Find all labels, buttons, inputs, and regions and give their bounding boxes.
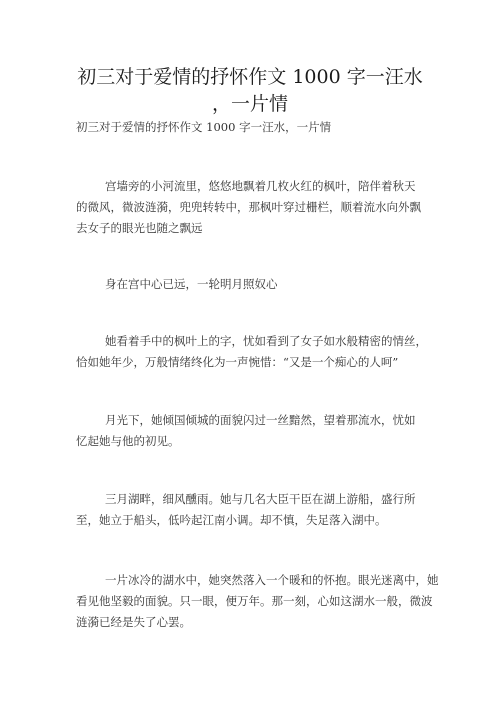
paragraph-line: 身在宫中心已远，一轮明月照奴心	[105, 277, 278, 291]
paragraph-2	[76, 274, 436, 295]
document-title-line-2: ，一片情	[211, 93, 288, 115]
document-subtitle: 初三对于爱情的抒怀作文 1000 字一汪水，一片情	[76, 120, 332, 134]
paragraph-line: 一片冰冷的湖水中，她突然落入一个暖和的怀抱。眼光迷离中，她	[105, 573, 439, 587]
paragraph-line: 月光下，她倾国倾城的面貌闪过一丝黯然，望着那流水，忧如	[105, 413, 416, 427]
paragraph-6	[76, 570, 439, 633]
paragraph-line: 恰如她年少，万般情绪终化为一声惋惜：“又是一个痴心的人呵”	[76, 355, 399, 369]
paragraph-line: 的微风，微波涟漪，兜兜转转中，那枫叶穿过栅栏，顺着流水向外飘	[76, 200, 421, 214]
paragraph-line: 至，她立于船头，低吟起江南小调。却不慎，失足落入湖中。	[76, 513, 387, 527]
paragraph-line: 涟漪已经是失了心罢。	[76, 615, 191, 629]
paragraph-line: 三月湖畔，细风醺雨。她与几名大臣干臣在湖上游船，盛行所	[105, 492, 416, 506]
paragraph-3	[76, 331, 436, 373]
paragraph-line: 她看着手中的枫叶上的字，忧如看到了女子如水般精密的情丝，	[105, 334, 427, 348]
paragraph-line: 宫墙旁的小河流里，悠悠地飘着几枚火红的枫叶，陪伴着秋天	[105, 179, 416, 193]
paragraph-line: 看见他坚毅的面貌。只一眼，便万年。那一刻，心如这湖水一般，微波	[76, 594, 433, 608]
document-title-line-1: 初三对于爱情的抒怀作文 1000 字一汪水	[77, 66, 423, 88]
paragraph-line: 去女子的眼光也随之飘远	[76, 221, 203, 235]
paragraph-line: 忆起她与他的初见。	[76, 434, 180, 448]
paragraph-4	[76, 410, 436, 452]
document-title	[60, 64, 440, 118]
paragraph-5	[76, 489, 436, 531]
paragraph-1	[76, 176, 436, 239]
